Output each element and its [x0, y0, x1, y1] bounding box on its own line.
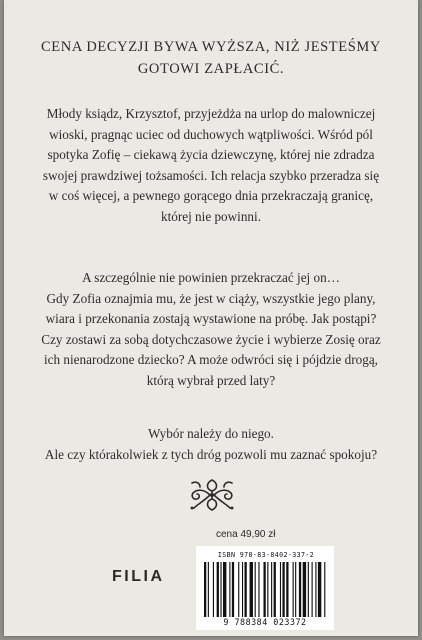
barcode-bar [312, 562, 313, 617]
tagline-line-1: CENA DECYZJI BYWA WYŻSZA, NIŻ JESTEŚMY [41, 39, 381, 55]
barcode-bar [308, 562, 309, 617]
blurb-paragraph-2 [4, 268, 418, 392]
barcode-bar [303, 562, 306, 617]
barcode-bar [238, 562, 239, 617]
blurb-line: Ale czy którakolwiek z tych dróg pozwoli mu zaznać spokoju? [44, 446, 378, 462]
isbn-barcode [196, 546, 334, 630]
barcode-bar [258, 562, 259, 617]
blurb-line: w coś więcej, a pewnego gorącego dnia przekraczają granicę, [48, 188, 374, 204]
barcode-bar [213, 562, 214, 617]
blurb-line: Czy zostawi za sobą dotychczasowe życie i wybierze Zosię oraz [41, 331, 381, 347]
barcode-bar [267, 562, 268, 617]
barcode-bar [229, 562, 230, 617]
barcode-bar [315, 562, 316, 617]
tagline-line-2: GOTOWI ZAPŁACIĆ. [137, 61, 285, 77]
blurb-line: Młody ksiądz, Krzysztof, przyjeżdża na urlop do malowniczej [46, 106, 376, 121]
ean-number: 9 788384 023372 [223, 617, 307, 627]
publisher-logo: FILIA [112, 568, 165, 585]
blurb-line: której nie powinni. [161, 208, 261, 224]
floral-ornament-icon [188, 477, 236, 513]
book-back-cover [4, 0, 418, 636]
barcode-bar [232, 562, 234, 617]
barcode-bar [318, 562, 321, 617]
barcode-bar [263, 562, 265, 617]
barcode-bar [299, 562, 301, 617]
barcode-bar [208, 562, 209, 617]
tagline-heading [4, 36, 418, 80]
barcode-bar [220, 562, 221, 617]
barcode-bar [204, 562, 206, 617]
barcode-bar [242, 562, 243, 617]
blurb-line: wiara i przekonania zostają wystawione na próbę. Jak postąpi? [45, 311, 377, 327]
blurb-paragraph-1 [4, 104, 418, 228]
barcode-bar [280, 562, 281, 617]
barcode-bar [271, 562, 272, 617]
barcode-bar [324, 562, 325, 617]
barcode-bar [217, 562, 219, 617]
blurb-line: A szczególnie nie powinien przekraczać jej on… [82, 270, 340, 285]
isbn-number: ISBN 978-83-8402-337-2 [217, 551, 315, 559]
blurb-line: spotyka Zofię – ciekawą życia dziewczynę, której nie zdradza [47, 147, 375, 163]
barcode-bar [295, 562, 296, 617]
price-label: cena 49,90 zł [216, 529, 276, 540]
barcode-bar [274, 562, 276, 617]
blurb-paragraph-3 [4, 424, 418, 465]
barcode-bar [244, 562, 246, 617]
blurb-line: wioski, pragnąc uciec od duchowych wątpliwości. Wśród pól [49, 126, 373, 142]
blurb-line: ich nienarodzone dziecko? A może odwróci się i pójdzie drogą, [44, 352, 378, 368]
barcode-bar [286, 562, 288, 617]
blurb-line: którą wybrał przed laty? [146, 372, 276, 388]
barcode-bar [223, 562, 226, 617]
barcode-bar [282, 562, 284, 617]
blurb-line: Gdy Zofia oznajmia mu, że jest w ciąży, wszystkie jego plany, [46, 290, 376, 306]
blurb-line: swojej prawdziwej tożsamości. Ich relacja szybko przeradza się [42, 167, 380, 183]
barcode-bar [293, 562, 294, 617]
blurb-line: Wybór należy do niego. [148, 426, 274, 441]
barcode-bars [204, 562, 328, 617]
barcode-bar [255, 562, 256, 617]
barcode-bar [250, 562, 253, 617]
